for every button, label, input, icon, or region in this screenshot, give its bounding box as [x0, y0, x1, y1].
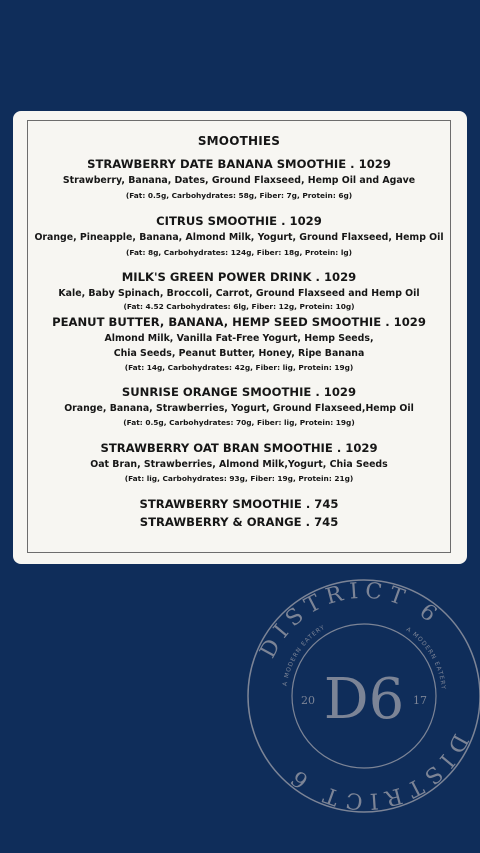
menu-card [13, 111, 467, 564]
item-nutrition: (Fat: 14g, Carbohydrates: 42g, Fiber: lig, Protein: 19g) [124, 363, 354, 372]
item-ingredients: Kale, Baby Spinach, Broccoli, Carrot, Ground Flaxseed and Hemp Oil [58, 288, 420, 299]
item-nutrition: (Fat: 8g, Carbohydrates: 124g, Fiber: 18g, Protein: lg) [125, 248, 353, 257]
item-title: PEANUT BUTTER, BANANA, HEMP SEED SMOOTHIE . 1029 [52, 315, 426, 329]
item-nutrition: (Fat: 0.5g, Carbohydrates: 70g, Fiber: lig, Protein: 19g) [123, 418, 355, 427]
item-nutrition: (Fat: 0.5g, Carbohydrates: 58g, Fiber: 7g, Protein: 6g) [125, 191, 353, 200]
item-title: MILK'S GREEN POWER DRINK . 1029 [121, 270, 357, 284]
item-title: STRAWBERRY DATE BANANA SMOOTHIE . 1029 [87, 157, 391, 171]
seal-year-left: 20 [301, 694, 315, 707]
item-title: STRAWBERRY SMOOTHIE . 745 [139, 497, 339, 511]
seal-tagline-right: A MODERN EATERY [281, 623, 327, 687]
item-nutrition: (Fat: lig, Carbohydrates: 93g, Fiber: 19g, Protein: 21g) [124, 474, 354, 483]
seal-ring-text: DISTRICT 6 [255, 578, 446, 663]
item-title: STRAWBERRY & ORANGE . 745 [139, 515, 339, 529]
section-title: SMOOTHIES [197, 134, 281, 148]
item-ingredients: Oat Bran, Strawberries, Almond Milk,Yogurt, Chia Seeds [90, 459, 388, 470]
item-ingredients: Orange, Banana, Strawberries, Yogurt, Ground Flaxseed,Hemp Oil [64, 403, 414, 414]
district-6-seal-logo [246, 578, 480, 814]
seal-ring-text-lower: DISTRICT 6 [282, 729, 473, 814]
item-ingredients: Strawberry, Banana, Dates, Ground Flaxseed, Hemp Oil and Agave [62, 175, 416, 186]
seal-tagline: A MODERN EATERY [404, 625, 447, 691]
item-ingredients: Chia Seeds, Peanut Butter, Honey, Ripe Banana [113, 348, 365, 359]
item-ingredients: Orange, Pineapple, Banana, Almond Milk, Yogurt, Ground Flaxseed, Hemp Oil [34, 232, 444, 243]
item-title: SUNRISE ORANGE SMOOTHIE . 1029 [121, 385, 357, 399]
seal-monogram: D6 [323, 667, 405, 732]
menu-card-border [27, 120, 451, 553]
item-ingredients: Almond Milk, Vanilla Fat-Free Yogurt, Hemp Seeds, [104, 333, 374, 344]
item-title: CITRUS SMOOTHIE . 1029 [156, 214, 322, 228]
seal-year-right: 17 [413, 694, 427, 707]
item-nutrition: (Fat: 4.52 Carbohydrates: 6lg, Fiber: 12g, Protein: 10g) [123, 302, 355, 311]
item-title: STRAWBERRY OAT BRAN SMOOTHIE . 1029 [100, 441, 378, 455]
